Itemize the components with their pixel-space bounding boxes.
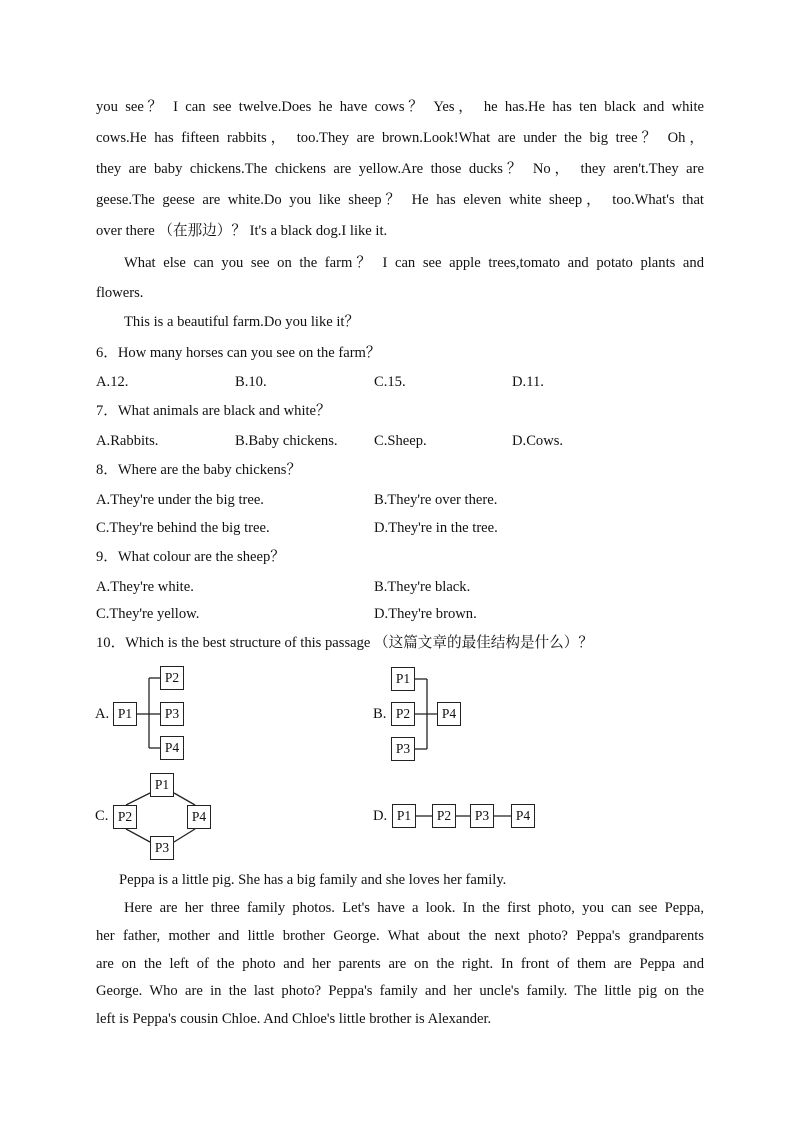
passage-line: over there （在那边）？ It's a black dog.I like it. <box>96 223 388 239</box>
option-d[interactable]: D.They're in the tree. <box>374 520 498 536</box>
option-b[interactable]: B.They're black. <box>374 579 471 595</box>
diagram-b-box-p2: P2 <box>391 702 415 726</box>
passage-line: Peppa is a little pig. She has a big family and she loves her family. <box>119 872 507 888</box>
diagram-b-box-p1: P1 <box>391 667 415 691</box>
diagram-a-box-p4: P4 <box>160 736 184 760</box>
diagram-c-box-p3: P3 <box>150 836 174 860</box>
diagram-b-box-p4: P4 <box>437 702 461 726</box>
question-stem: 9．What colour are the sheep？ <box>96 549 285 565</box>
option-c[interactable]: C.15. <box>374 374 406 390</box>
passage-line: What else can you see on the farm？ I can see apple trees,tomato and potato plants and <box>124 255 704 271</box>
question-stem: 10．Which is the best structure of this passage （这篇文章的最佳结构是什么）？ <box>96 635 593 651</box>
diagram-c-box-p4: P4 <box>187 805 211 829</box>
diagram-a-box-p1: P1 <box>113 702 137 726</box>
diagram-a-box-p2: P2 <box>160 666 184 690</box>
question-stem: 7．What animals are black and white？ <box>96 403 331 419</box>
diagram-label-d[interactable]: D. <box>373 808 388 824</box>
passage-line: left is Peppa's cousin Chloe. And Chloe's little brother is Alexander. <box>96 1011 492 1027</box>
diagram-a-box-p3: P3 <box>160 702 184 726</box>
option-d[interactable]: D.11. <box>512 374 544 390</box>
passage-line: geese.The geese are white.Do you like sheep？ He has eleven white sheep， too.What's that <box>96 192 704 208</box>
option-a[interactable]: A.They're under the big tree. <box>96 492 264 508</box>
option-d[interactable]: D.They're brown. <box>374 606 477 622</box>
diagram-label-c[interactable]: C. <box>95 808 109 824</box>
diagram-d-box-p4: P4 <box>511 804 535 828</box>
diagram-label-a[interactable]: A. <box>95 706 110 722</box>
passage-line: her father, mother and little brother George. What about the next photo? Peppa's grandparents <box>96 928 704 944</box>
option-b[interactable]: B.They're over there. <box>374 492 498 508</box>
option-a[interactable]: A.They're white. <box>96 579 194 595</box>
question-stem: 8．Where are the baby chickens？ <box>96 462 302 478</box>
passage-line: flowers. <box>96 285 144 301</box>
passage-line: they are baby chickens.The chickens are yellow.Are those ducks？ No， they aren't.They are <box>96 161 704 177</box>
connector-c <box>174 829 195 842</box>
diagram-c-box-p2: P2 <box>113 805 137 829</box>
option-a[interactable]: A.12. <box>96 374 129 390</box>
option-a[interactable]: A.Rabbits. <box>96 433 159 449</box>
passage-line: This is a beautiful farm.Do you like it？ <box>124 314 360 330</box>
option-c[interactable]: C.Sheep. <box>374 433 427 449</box>
passage-line: you see？ I can see twelve.Does he have cows？ Yes， he has.He has ten black and white <box>96 99 704 115</box>
option-b[interactable]: B.Baby chickens. <box>235 433 338 449</box>
option-c[interactable]: C.They're behind the big tree. <box>96 520 270 536</box>
diagram-d-box-p1: P1 <box>392 804 416 828</box>
connector-c <box>174 793 195 805</box>
passage-line: are on the left of the photo and her parents are on the right. In front of them are Peppa and <box>96 956 704 972</box>
option-c[interactable]: C.They're yellow. <box>96 606 200 622</box>
option-b[interactable]: B.10. <box>235 374 267 390</box>
connector-c <box>126 793 150 805</box>
passage-line: Here are her three family photos. Let's have a look. In the first photo, you can see Peppa, <box>124 900 704 916</box>
passage-line: George. Who are in the last photo? Peppa's family and her uncle's family. The little pig on the <box>96 983 704 999</box>
question-stem: 6．How many horses can you see on the farm？ <box>96 345 381 361</box>
diagram-c-box-p1: P1 <box>150 773 174 797</box>
diagram-d-box-p2: P2 <box>432 804 456 828</box>
connector-c <box>126 829 150 842</box>
option-d[interactable]: D.Cows. <box>512 433 564 449</box>
diagram-label-b[interactable]: B. <box>373 706 387 722</box>
diagram-b-box-p3: P3 <box>391 737 415 761</box>
passage-line: cows.He has fifteen rabbits， too.They are brown.Look!What are under the big tree？ Oh， <box>96 130 704 146</box>
diagram-d-box-p3: P3 <box>470 804 494 828</box>
